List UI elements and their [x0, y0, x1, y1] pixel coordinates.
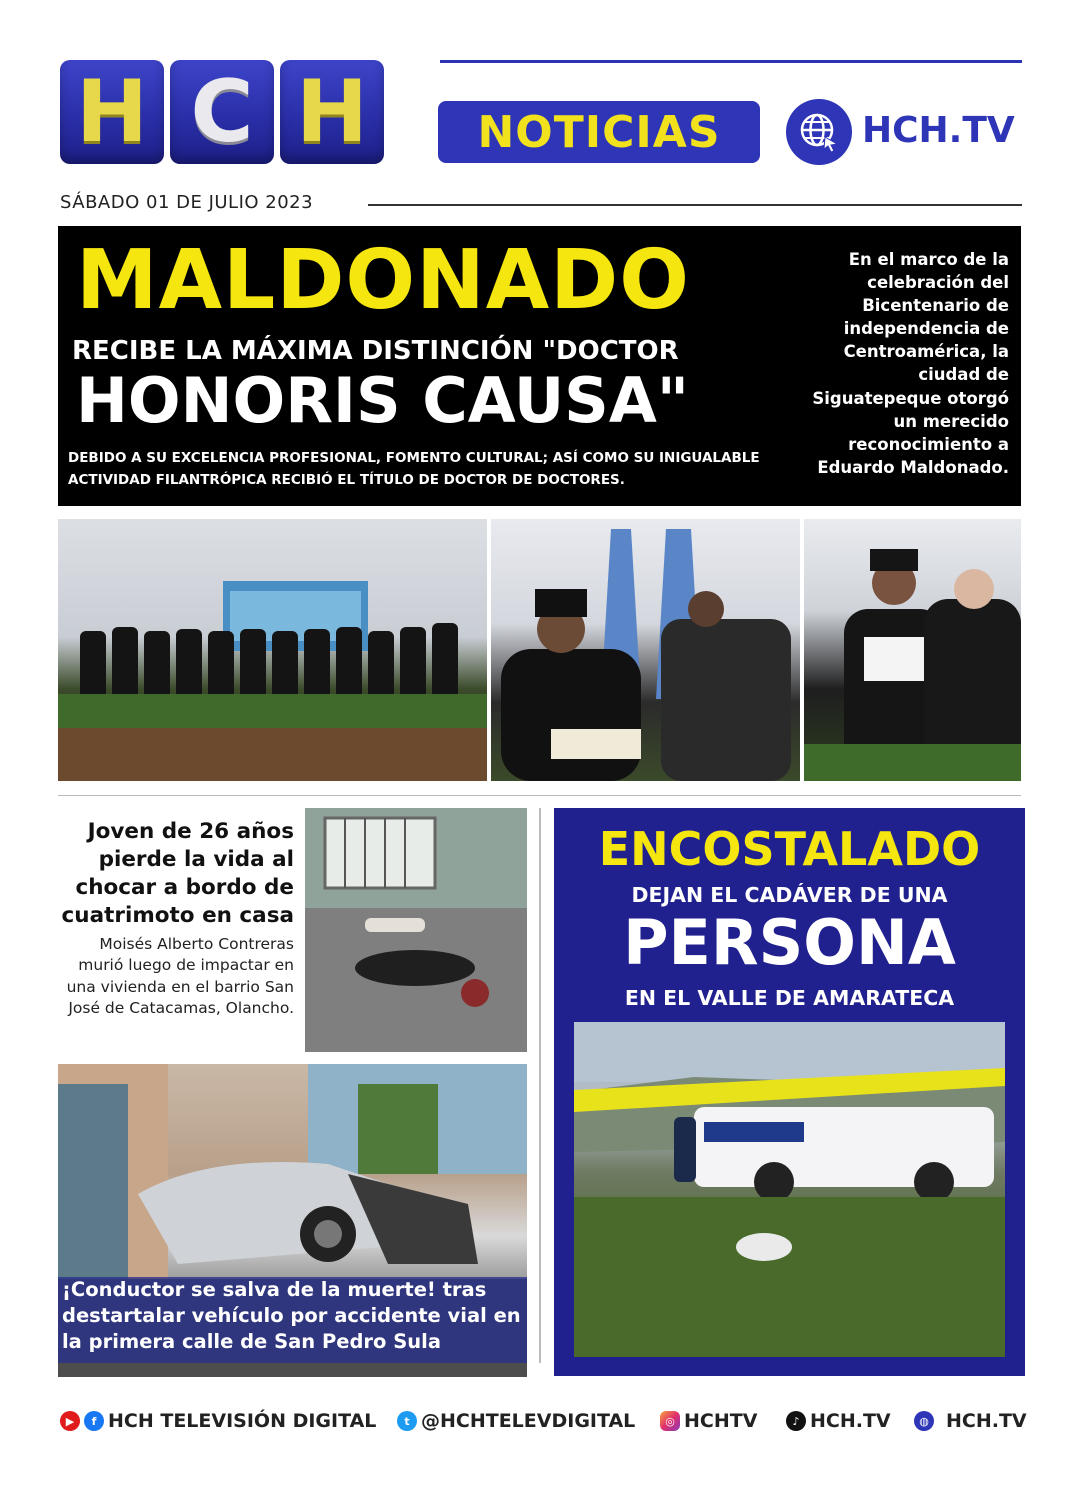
main-sidebar-text: En el marco de la celebración del Bicentenario de independencia de Centroamérica, la ciudad de Siguatepeque otorgó un merecido reconocimiento a Eduardo Maldonado. [812, 250, 1009, 477]
photo-police-scene [574, 1022, 1005, 1357]
social-item-twitter[interactable] [397, 1410, 635, 1432]
site-url[interactable]: HCH.TV [862, 110, 1015, 151]
body-story-line2: PERSONA [623, 906, 956, 979]
dateline: SÁBADO 01 DE JULIO 2023 [60, 192, 314, 213]
logo-letter-h2: H [280, 60, 384, 164]
date-divider [368, 204, 1022, 206]
social-label-instagram: HCHTV [684, 1410, 758, 1432]
globe-cursor-icon [786, 99, 852, 165]
car-story-caption[interactable]: ¡Conductor se salva de la muerte! tras destartalar vehículo por accidente vial en la primera calle de San Pedro Sula [58, 1277, 527, 1363]
social-item-instagram[interactable] [660, 1410, 757, 1432]
social-label-hch-television: HCH TELEVISIÓN DIGITAL [108, 1410, 377, 1432]
youtube-icon: ▶ [60, 1411, 80, 1431]
social-footer [60, 1410, 1027, 1440]
header-divider [440, 60, 1022, 63]
photo-accident-scene [305, 808, 527, 1052]
twitter-icon: t [397, 1411, 417, 1431]
main-story-banner [58, 226, 1021, 506]
photo-diploma-recipients [804, 519, 1021, 781]
tiktok-icon: ♪ [786, 1411, 806, 1431]
photo-speaker-podium [491, 519, 800, 781]
main-dek: DEBIDO A SU EXCELENCIA PROFESIONAL, FOMENTO CULTURAL; ASÍ COMO SU INIGUALABLE ACTIVIDAD FILANTRÓPICA RECIBIÓ EL TÍTULO DE DOCTOR DE DOCTORES. [68, 450, 760, 488]
body-story-headline: ENCOSTALADO [598, 822, 981, 876]
accident-story-title[interactable]: Joven de 26 años pierde la vida al chocar a bordo de cuatrimoto en casa [61, 819, 294, 928]
social-label-tiktok: HCH.TV [810, 1410, 891, 1432]
instagram-icon: ◎ [660, 1411, 680, 1431]
body-story-line3: EN EL VALLE DE AMARATECA [624, 986, 955, 1010]
main-subhead-top: RECIBE LA MÁXIMA DISTINCIÓN "DOCTOR [72, 336, 679, 366]
hch-logo[interactable] [60, 60, 384, 164]
main-subhead-big: HONORIS CAUSA" [76, 364, 690, 437]
social-label-web: HCH.TV [946, 1410, 1027, 1432]
main-headline: MALDONADO [76, 233, 690, 328]
globe-icon: ◍ [914, 1411, 934, 1431]
column-divider [539, 808, 541, 1363]
logo-letter-c: C [170, 60, 274, 164]
body-story-line1: DEJAN EL CADÁVER DE UNA [631, 883, 948, 907]
facebook-icon: f [84, 1411, 104, 1431]
social-item-web[interactable] [914, 1410, 1027, 1432]
photo-ceremony-group [58, 519, 487, 781]
accident-story-body: Moisés Alberto Contreras murió luego de impactar en una vivienda en el barrio San José de Catacamas, Olancho. [66, 935, 294, 1018]
social-item-tiktok[interactable] [786, 1410, 891, 1432]
social-item-youtube-facebook[interactable] [60, 1410, 376, 1432]
section-label: NOTICIAS [438, 101, 760, 163]
section-divider [58, 795, 1021, 796]
social-label-twitter: @HCHTELEVDIGITAL [421, 1410, 636, 1432]
logo-letter-h1: H [60, 60, 164, 164]
